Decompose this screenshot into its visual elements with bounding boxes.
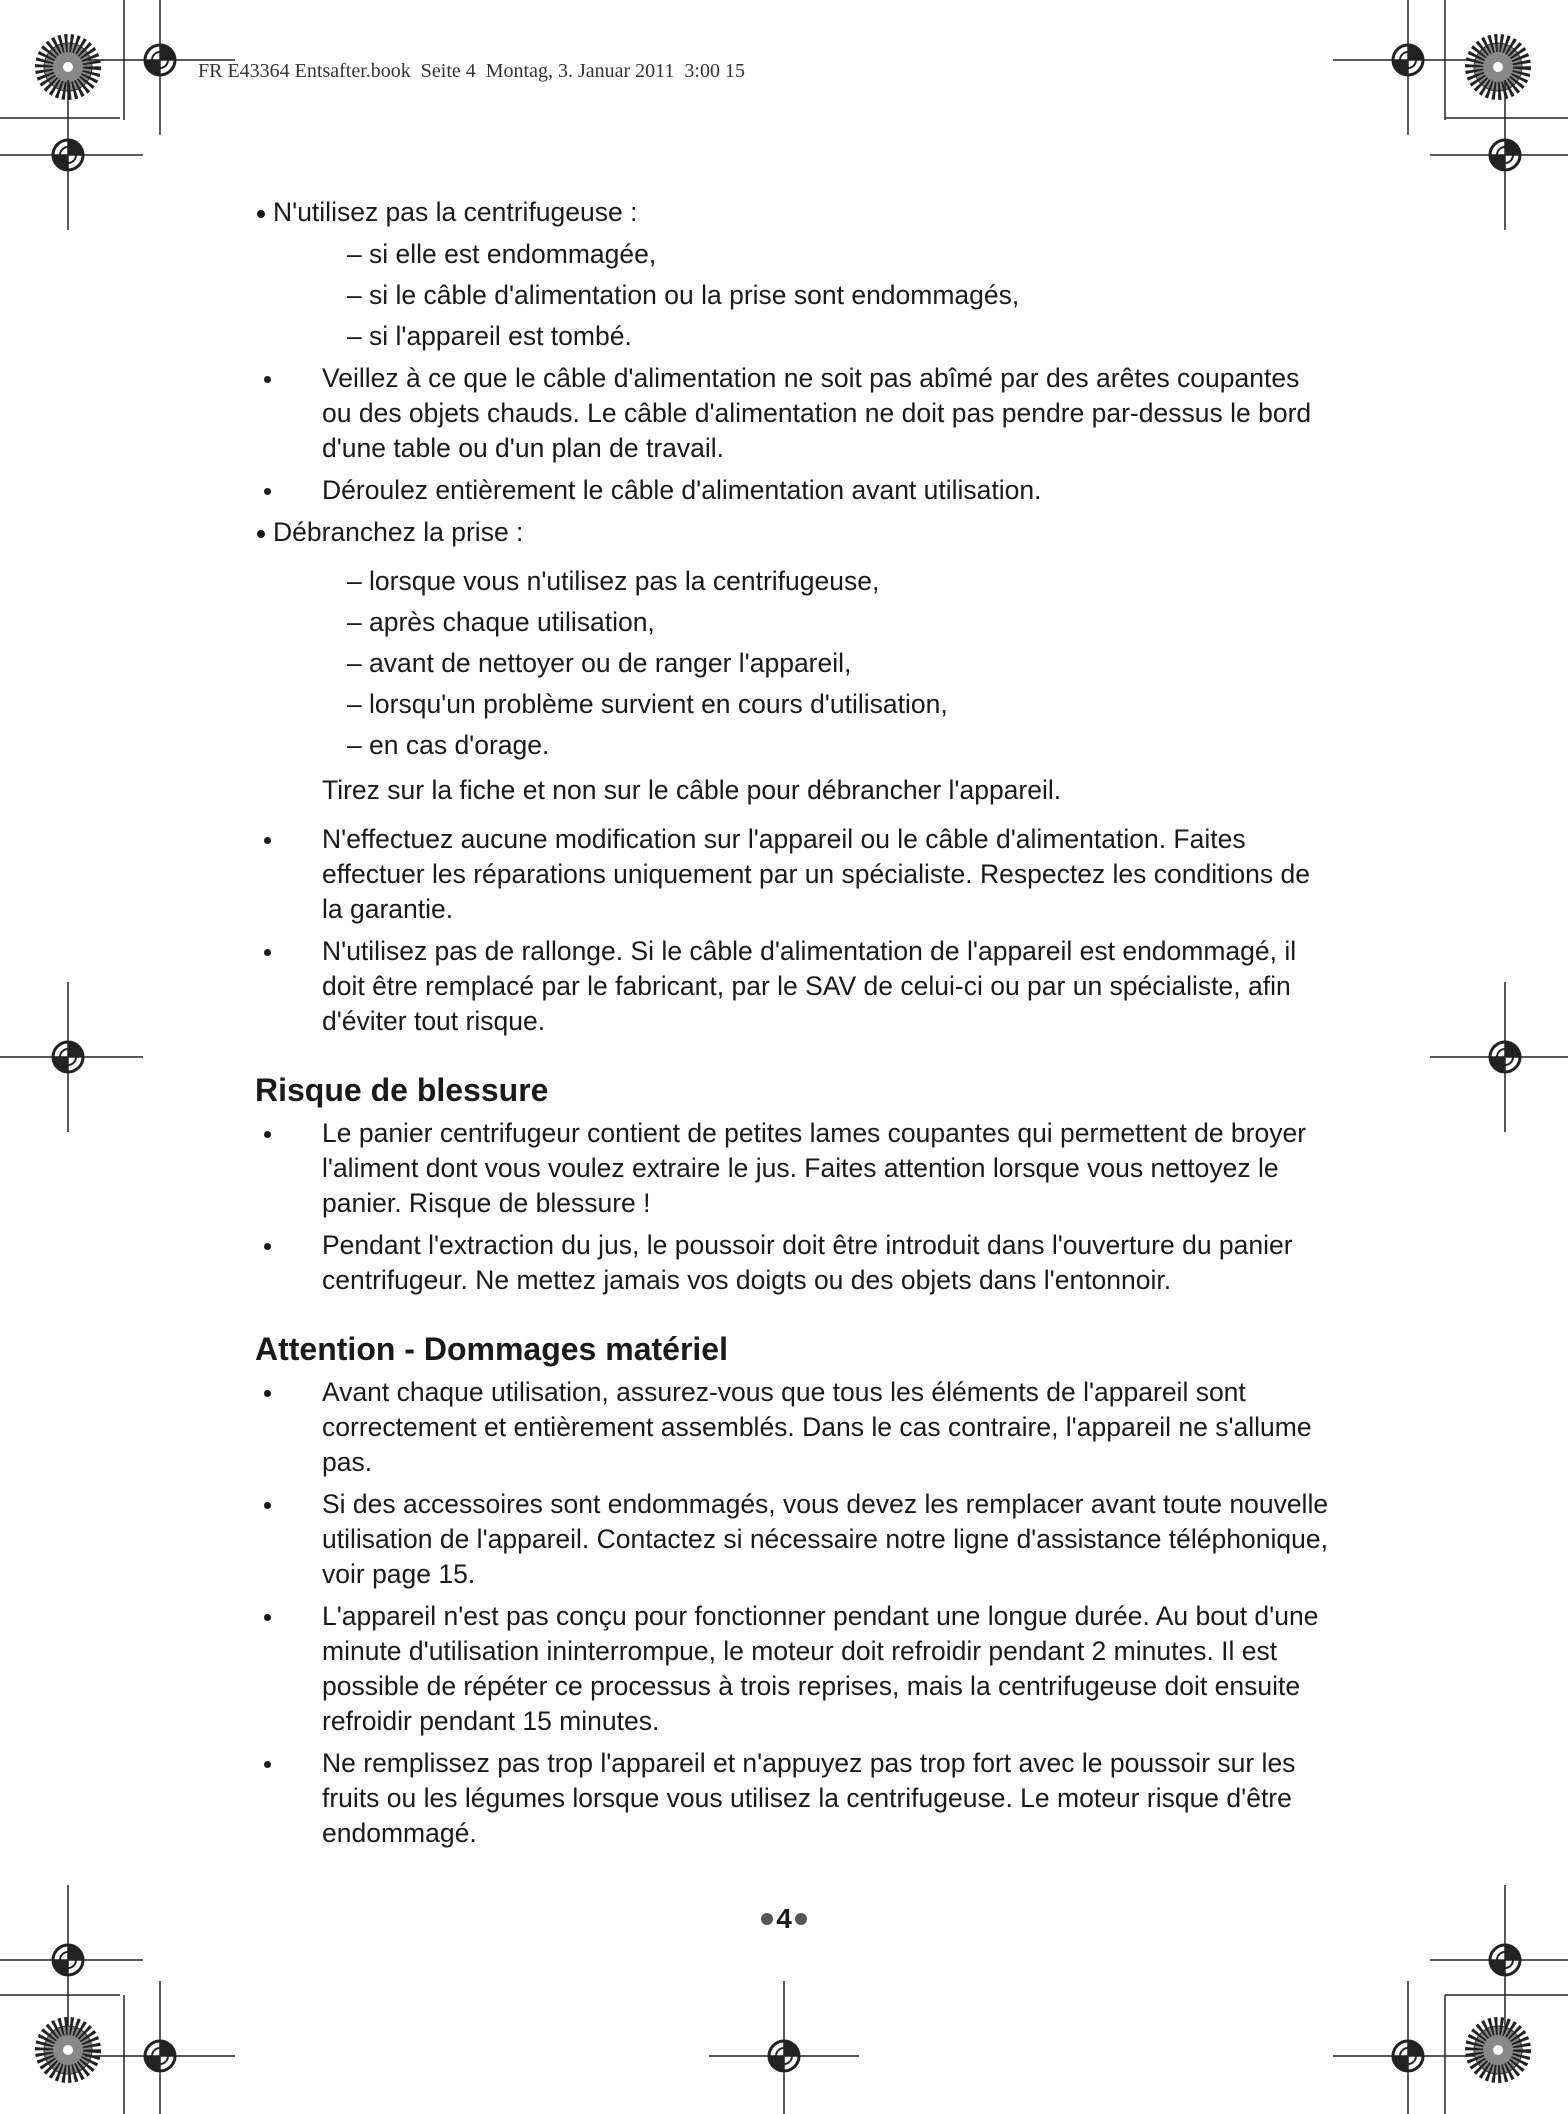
list-item: Veillez à ce que le câble d'alimentation ne soit pas abîmé par des arêtes coupantes ou des objets chauds. Le câble d'alimentation ne doit pas pendre par-dessus le bord d'une table ou d'un plan de travail. — [255, 361, 1330, 466]
dash-item: – si l'appareil est tombé. — [347, 319, 1330, 354]
section-heading: Attention - Dommages matériel — [255, 1331, 728, 1367]
dash-list — [347, 237, 1330, 354]
registration-mark-icon — [1333, 1981, 1483, 2114]
list-item: Débranchez la prise : — [255, 515, 1330, 550]
dash-item: – après chaque utilisation, — [347, 605, 1330, 640]
dot-icon — [795, 1913, 807, 1925]
list-item: N'effectuez aucune modification sur l'appareil ou le câble d'alimentation. Faites effectuer les réparations uniquement par un spécialiste. Respectez les conditions de la garantie. — [255, 822, 1330, 927]
list-item: N'utilisez pas de rallonge. Si le câble d'alimentation de l'appareil est endommagé, il doit être remplacé par le fabricant, par le SAV de celui-ci ou par un spécialiste, afin d'éviter tout risque. — [255, 934, 1330, 1039]
dash-item: – si le câble d'alimentation ou la prise sont endommagés, — [347, 278, 1330, 313]
registration-mark-icon — [1333, 0, 1483, 135]
print-slug: FR E43364 Entsafter.book Seite 4 Montag, 3. Januar 2011 3:00 15 — [198, 60, 745, 82]
dash-list — [347, 564, 1330, 763]
page-number-value: 4 — [776, 1903, 792, 1934]
page-number — [0, 1903, 1568, 1935]
list-item: Si des accessoires sont endommagés, vous devez les remplacer avant toute nouvelle utilisation de l'appareil. Contactez si nécessaire notre ligne d'assistance téléphonique, voir page 15. — [255, 1487, 1330, 1592]
registration-mark-icon — [85, 1981, 235, 2114]
color-bar-icon — [44, 2026, 92, 2074]
registration-mark-icon — [0, 982, 143, 1132]
registration-mark-icon — [1430, 80, 1568, 230]
registration-mark-icon — [0, 80, 143, 230]
dash-item: – si elle est endommagée, — [347, 237, 1330, 272]
color-bar-icon — [1474, 2026, 1522, 2074]
page-body — [255, 195, 1330, 1851]
section-heading: Risque de blessure — [255, 1072, 549, 1108]
registration-mark-icon — [1430, 982, 1568, 1132]
dash-item: – en cas d'orage. — [347, 728, 1330, 763]
color-bar-icon — [1474, 43, 1522, 91]
dash-item: – avant de nettoyer ou de ranger l'appareil, — [347, 646, 1330, 681]
dash-item: – lorsqu'un problème survient en cours d'utilisation, — [347, 687, 1330, 722]
list-item: Le panier centrifugeur contient de petites lames coupantes qui permettent de broyer l'aliment dont vous voulez extraire le jus. Faites attention lorsque vous nettoyez le panier. Risque de blessure ! — [255, 1116, 1330, 1221]
unplug-note: Tirez sur la fiche et non sur le câble pour débrancher l'appareil. — [322, 775, 1062, 805]
list-item: Déroulez entièrement le câble d'alimentation avant utilisation. — [255, 473, 1330, 508]
dash-item: – lorsque vous n'utilisez pas la centrifugeuse, — [347, 564, 1330, 599]
registration-mark-icon — [709, 1981, 859, 2114]
list-item: Pendant l'extraction du jus, le poussoir doit être introduit dans l'ouverture du panier centrifugeur. Ne mettez jamais vos doigts ou des objets dans l'entonnoir. — [255, 1228, 1330, 1298]
list-item: L'appareil n'est pas conçu pour fonctionner pendant une longue durée. Au bout d'une minute d'utilisation ininterrompue, le moteur doit refroidir pendant 2 minutes. Il est possible de répéter ce processus à trois reprises, mais la centrifugeuse doit ensuite refroidir pendant 15 minutes. — [255, 1599, 1330, 1739]
list-item: N'utilisez pas la centrifugeuse : — [255, 195, 1330, 230]
list-item: Ne remplissez pas trop l'appareil et n'appuyez pas trop fort avec le poussoir sur les fruits ou les légumes lorsque vous utilisez la centrifugeuse. Le moteur risque d'être endommagé. — [255, 1746, 1330, 1851]
dot-icon — [761, 1913, 773, 1925]
list-item: Avant chaque utilisation, assurez-vous que tous les éléments de l'appareil sont correctement et entièrement assemblés. Dans le cas contraire, l'appareil ne s'allume pas. — [255, 1375, 1330, 1480]
